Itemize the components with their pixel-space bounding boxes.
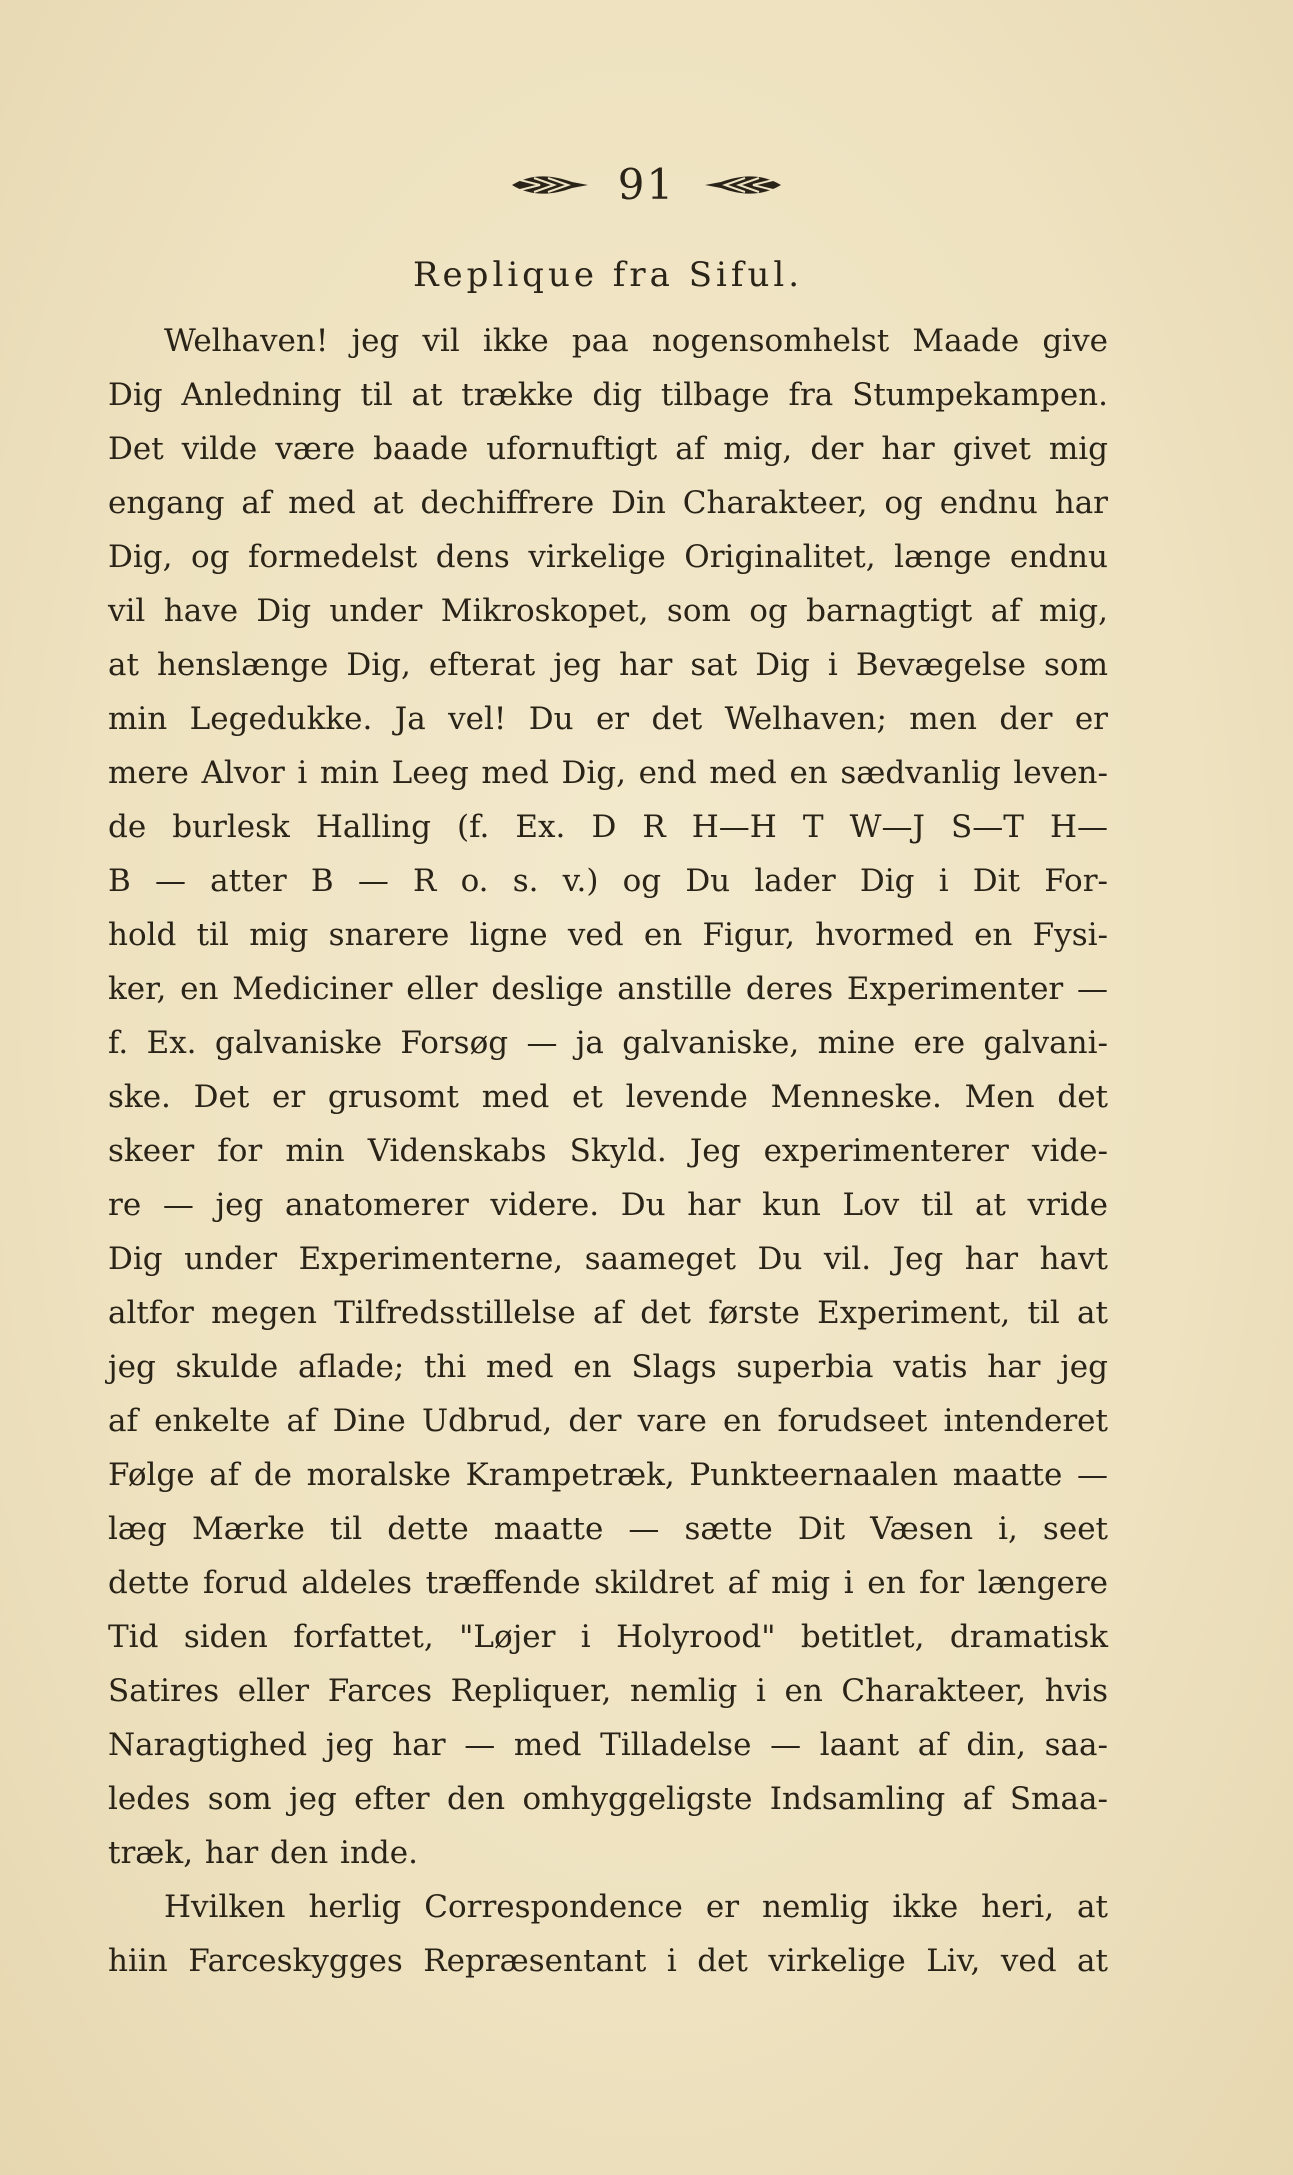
text-line: skeer for min Videnskabs Skyld. Jeg experimenterer vide- (108, 1133, 1108, 1169)
text-line: mere Alvor i min Leeg med Dig, end med en sædvanlig leven- (108, 755, 1108, 791)
text-line: hold til mig snarere ligne ved en Figur, hvormed en Fysi- (108, 917, 1108, 953)
text-line: ker, en Mediciner eller deslige anstille deres Experimenter — (108, 971, 1108, 1007)
text-line: Satires eller Farces Repliquer, nemlig i en Charakteer, hvis (108, 1673, 1108, 1709)
text-line: re — jeg anatomerer videre. Du har kun Lov til at vride (108, 1187, 1108, 1223)
text-line: læg Mærke til dette maatte — sætte Dit Væsen i, seet (108, 1511, 1108, 1547)
text-line: af enkelte af Dine Udbrud, der vare en forudseet intenderet (108, 1403, 1108, 1439)
body-text (108, 250, 1108, 1988)
text-line: dette forud aldeles træffende skildret af mig i en for længere (108, 1565, 1108, 1601)
text-line: Følge af de moralske Krampetræk, Punkteernaalen maatte — (108, 1457, 1108, 1493)
text-line: hiin Farceskygges Repræsentant i det virkelige Liv, ved at (108, 1943, 1108, 1979)
paragraph-container (108, 314, 1108, 1988)
page-header (0, 160, 1293, 209)
text-line: Dig Anledning til at trække dig tilbage fra Stumpekampen. (108, 377, 1108, 413)
text-line: Dig, og formedelst dens virkelige Originalitet, længe endnu (108, 539, 1108, 575)
text-line: træk, har den inde. (108, 1835, 418, 1871)
section-title: Replique fra Siful. (412, 255, 804, 295)
text-line: min Legedukke. Ja vel! Du er det Welhaven; men der er (108, 701, 1108, 737)
text-line: altfor megen Tilfredsstillelse af det første Experiment, til at (108, 1295, 1108, 1331)
text-line: f. Ex. galvaniske Forsøg — ja galvaniske, mine ere galvani- (108, 1025, 1108, 1061)
text-line: Hvilken herlig Correspondence er nemlig ikke heri, at (164, 1889, 1108, 1925)
page-number: 91 (617, 160, 676, 209)
text-line: vil have Dig under Mikroskopet, som og barnagtigt af mig, (108, 593, 1108, 629)
text-line: de burlesk Halling (f. Ex. D R H—H T W—J S—T H— (108, 809, 1108, 845)
text-line: Tid siden forfattet, "Løjer i Holyrood" betitlet, dramatisk (108, 1619, 1108, 1655)
text-line: B — atter B — R o. s. v.) og Du lader Dig i Dit For- (108, 863, 1108, 899)
text-line: Naragtighed jeg har — med Tilladelse — laant af din, saa- (108, 1727, 1108, 1763)
text-line: engang af med at dechiffrere Din Charakteer, og endnu har (108, 485, 1108, 521)
text-line: Dig under Experimenterne, saameget Du vil. Jeg har havt (108, 1241, 1108, 1277)
text-line: ske. Det er grusomt med et levende Menneske. Men det (108, 1079, 1108, 1115)
text-line: Det vilde være baade ufornuftigt af mig, der har givet mig (108, 431, 1108, 467)
text-line: Welhaven! jeg vil ikke paa nogensomhelst Maade give (164, 323, 1108, 359)
left-ornament-icon (510, 170, 590, 200)
text-line: jeg skulde aflade; thi med en Slags superbia vatis har jeg (108, 1349, 1108, 1385)
right-ornament-icon (703, 170, 783, 200)
text-line: ledes som jeg efter den omhyggeligste Indsamling af Smaa- (108, 1781, 1108, 1817)
text-line: at henslænge Dig, efterat jeg har sat Dig i Bevægelse som (108, 647, 1108, 683)
